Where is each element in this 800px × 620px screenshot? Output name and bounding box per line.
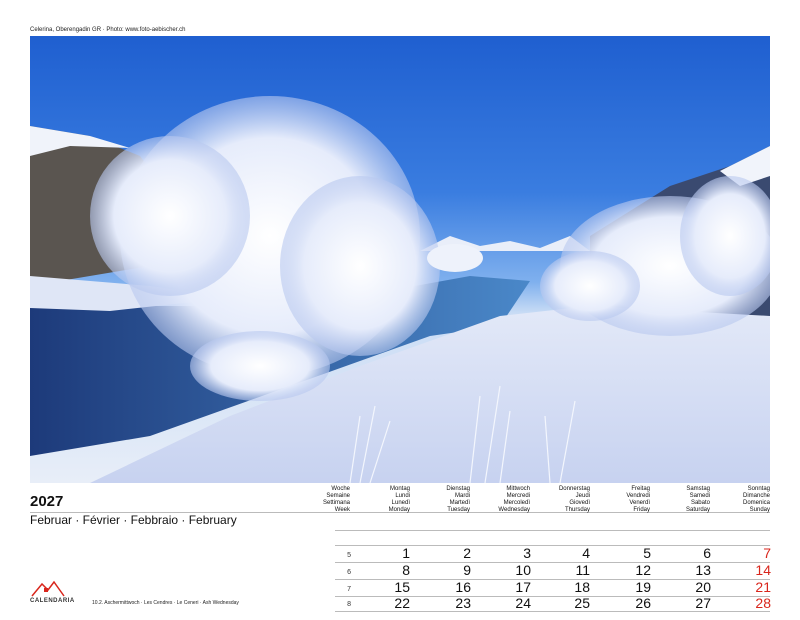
grid-line <box>335 530 770 531</box>
day-cell: 13 <box>695 562 711 578</box>
header-friday: Freitag Vendredi Venerdì Friday <box>626 486 650 513</box>
header-sunday: Sonntag Dimanche Domenica Sunday <box>742 486 770 513</box>
grid-line <box>335 611 770 612</box>
day-cell: 23 <box>455 595 471 611</box>
day-cell: 2 <box>463 545 471 561</box>
day-cell: 18 <box>574 579 590 595</box>
day-cell: 9 <box>463 562 471 578</box>
day-cell: 15 <box>394 579 410 595</box>
sunday-cell: 7 <box>763 545 771 561</box>
day-cell: 26 <box>635 595 651 611</box>
day-cell: 27 <box>695 595 711 611</box>
day-cell: 25 <box>574 595 590 611</box>
calendar-photo <box>30 36 770 483</box>
holiday-note: 10.2. Aschermittwoch · Les Cendres · Le Ceneri · Ash Wednesday <box>92 600 239 606</box>
logo-text: CALENDARIA <box>30 598 75 604</box>
day-cell: 19 <box>635 579 651 595</box>
day-cell: 17 <box>515 579 531 595</box>
year-label: 2027 <box>30 493 64 510</box>
header-saturday: Samstag Samedi Sabato Saturday <box>685 486 710 513</box>
day-cell: 5 <box>643 545 651 561</box>
sunday-cell: 28 <box>755 595 771 611</box>
day-cell: 8 <box>402 562 410 578</box>
day-cell: 22 <box>394 595 410 611</box>
header-monday: Montag Lundi Lunedì Monday <box>388 486 410 513</box>
sunday-cell: 14 <box>755 562 771 578</box>
header-thursday: Donnerstag Jeudi Giovedì Thursday <box>558 486 590 513</box>
day-cell: 4 <box>582 545 590 561</box>
photo-caption: Celerina, Oberengadin GR · Photo: www.foto-aebischer.ch <box>30 27 186 33</box>
week-number: 6 <box>347 569 351 576</box>
week-number: 8 <box>347 601 351 608</box>
week-number: 7 <box>347 586 351 593</box>
month-label: Februar · Février · Febbraio · February <box>30 513 237 527</box>
day-cell: 10 <box>515 562 531 578</box>
day-cell: 6 <box>703 545 711 561</box>
day-cell: 11 <box>575 562 590 578</box>
day-cell: 12 <box>635 562 651 578</box>
sunday-cell: 21 <box>755 579 771 595</box>
day-cell: 24 <box>515 595 531 611</box>
day-cell: 20 <box>695 579 711 595</box>
header-tuesday: Dienstag Mardi Martedì Tuesday <box>446 486 470 513</box>
day-cell: 16 <box>455 579 471 595</box>
day-cell: 3 <box>523 545 531 561</box>
header-wednesday: Mittwoch Mercredi Mercoledì Wednesday <box>498 486 530 513</box>
header-week: Woche Semaine Settimana Week <box>322 486 350 513</box>
day-cell: 1 <box>402 545 410 561</box>
week-number: 5 <box>347 552 351 559</box>
